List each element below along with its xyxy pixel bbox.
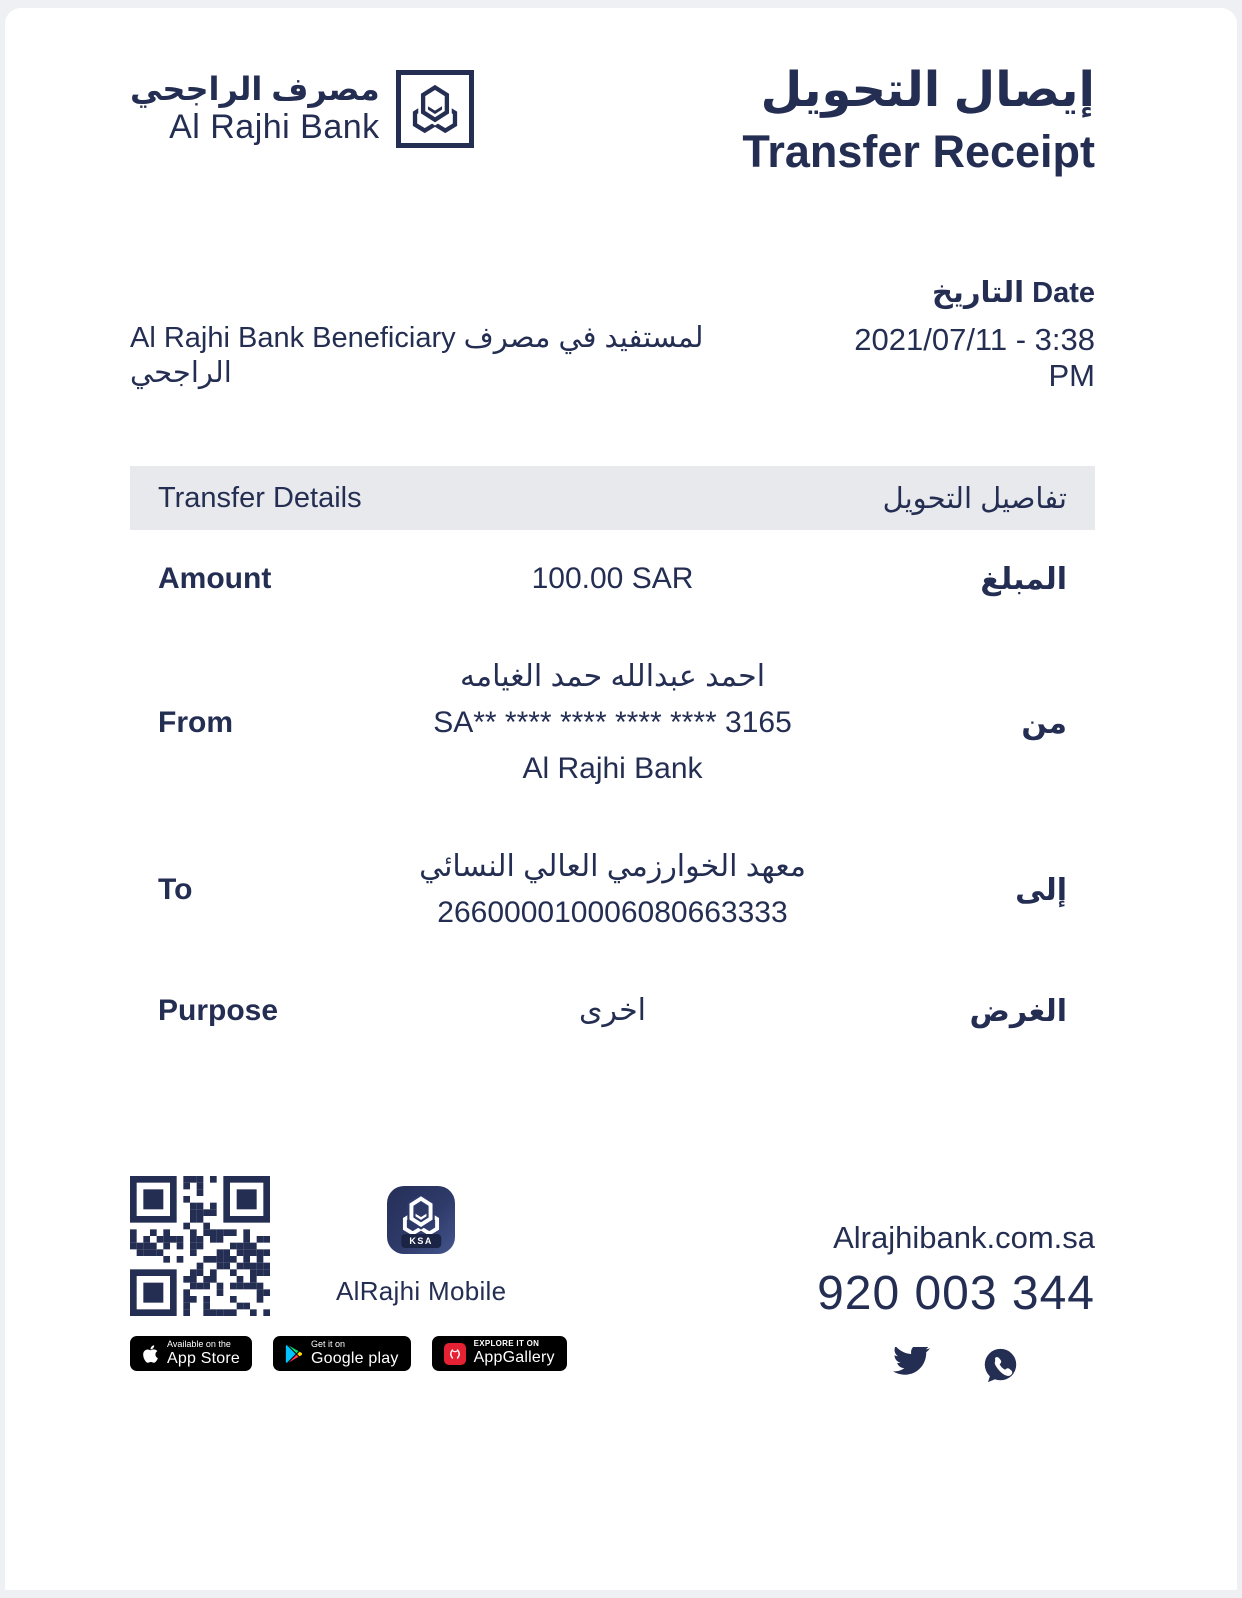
date-block: [803, 275, 1095, 394]
bank-logo-english: Al Rajhi Bank: [169, 107, 380, 146]
appgallery-badge[interactable]: [432, 1336, 567, 1371]
appstore-tagline: Available on the: [167, 1338, 231, 1349]
amount-label-en: Amount: [158, 562, 272, 596]
app-name-label: AlRajhi Mobile: [336, 1276, 507, 1307]
app-store-badge[interactable]: [130, 1336, 252, 1371]
google-play-icon: [285, 1344, 303, 1364]
date-label: التاريخ Date: [932, 277, 1095, 310]
from-label-ar: من: [1021, 706, 1067, 740]
from-bank: Al Rajhi Bank: [522, 752, 703, 786]
contact-block: [817, 1176, 1095, 1384]
from-name: احمد عبدالله حمد الغيامه: [459, 660, 766, 694]
meta-row: [130, 275, 1095, 394]
amount-value: 100.00 SAR: [531, 562, 694, 596]
palm-emblem-icon: [408, 84, 462, 134]
amount-label-ar: المبلغ: [980, 562, 1067, 596]
bank-logo-arabic: مصرف الراجحي: [130, 71, 380, 108]
qr-code: [130, 1176, 270, 1316]
bank-logo: [130, 60, 474, 148]
beneficiary-line: Al Rajhi Bank Beneficiary لمستفيد في مصرف الراجحي: [130, 322, 704, 390]
to-name: معهد الخوارزمي العالي النسائي: [419, 850, 806, 884]
details-header-arabic: تفاصيل التحويل: [882, 482, 1067, 515]
from-details: [333, 654, 892, 792]
social-icons: [817, 1347, 1095, 1384]
amount-row: [130, 530, 1095, 628]
purpose-value: اخرى: [579, 994, 646, 1028]
google-play-badge[interactable]: [273, 1336, 411, 1371]
store-badges: [130, 1336, 567, 1371]
googleplay-tagline: Get it on: [310, 1338, 345, 1349]
title-arabic: إيصال التحويل: [760, 64, 1095, 117]
purpose-row: [130, 962, 1095, 1060]
from-iban-masked: SA** **** **** **** **** 3165: [433, 706, 792, 740]
footer: [130, 1176, 1095, 1384]
from-label-en: From: [158, 706, 233, 740]
to-row: [130, 818, 1095, 962]
alrajhi-mobile-app-icon: [387, 1186, 455, 1254]
to-account-number: 266000010006080663333: [437, 896, 788, 930]
details-header-bar: [130, 466, 1095, 530]
phone-number: 920 003 344: [817, 1267, 1095, 1321]
googleplay-label: Google play: [310, 1349, 399, 1367]
from-row: [130, 628, 1095, 818]
document-title: [742, 60, 1095, 183]
appgallery-label: AppGallery: [473, 1349, 555, 1367]
huawei-appgallery-icon: [444, 1343, 466, 1365]
ksa-badge: KSA: [401, 1234, 441, 1248]
to-details: [333, 844, 892, 936]
palm-emblem-white-icon: [399, 1196, 443, 1236]
whatsapp-icon[interactable]: [982, 1347, 1019, 1384]
apple-icon: [142, 1344, 159, 1364]
website-link[interactable]: Alrajhibank.com.sa: [833, 1220, 1095, 1256]
to-label-ar: إلى: [1015, 873, 1067, 907]
mobile-app-block: [336, 1176, 506, 1307]
twitter-icon[interactable]: [893, 1347, 930, 1379]
details-header-english: Transfer Details: [158, 481, 362, 514]
appgallery-tagline: EXPLORE IT ON: [473, 1339, 540, 1349]
purpose-label-en: Purpose: [158, 994, 279, 1028]
to-label-en: To: [158, 873, 193, 907]
purpose-label-ar: الغرض: [969, 994, 1067, 1028]
title-english: Transfer Receipt: [742, 126, 1095, 178]
appstore-label: App Store: [167, 1349, 240, 1367]
receipt-card: [5, 8, 1237, 1590]
bank-emblem-icon: [396, 70, 474, 148]
date-value: 2021/07/11 - 3:38 PM: [854, 322, 1095, 394]
header: [130, 60, 1095, 183]
